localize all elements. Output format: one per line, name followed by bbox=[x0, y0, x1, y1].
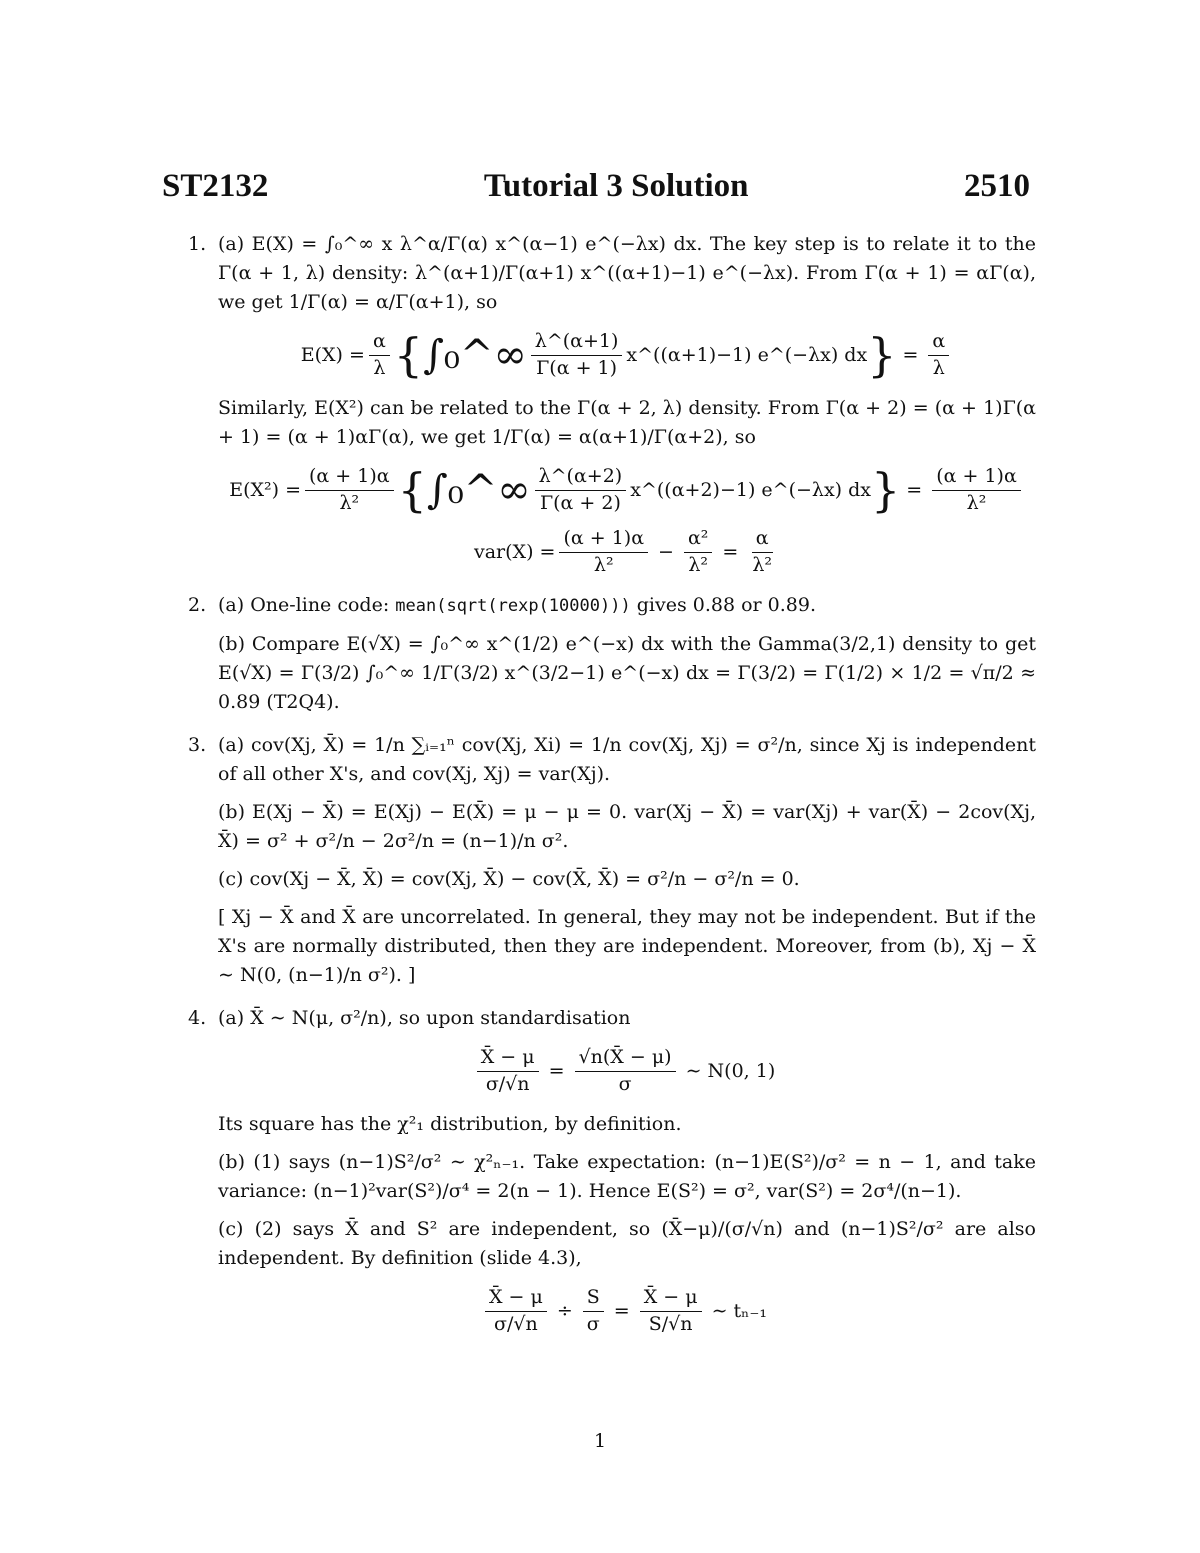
eq-result bbox=[932, 466, 1021, 515]
integrand: x^((α+1)−1) e^(−λx) dx bbox=[626, 343, 868, 366]
numerator: X̄ − μ bbox=[640, 1287, 702, 1312]
q1-second-moment-equation bbox=[218, 463, 1036, 518]
page-number: 1 bbox=[593, 1430, 607, 1452]
equals-sign: = bbox=[722, 541, 739, 564]
eq-lhs: E(X) = bbox=[300, 343, 365, 366]
question-number: 4. bbox=[188, 1007, 207, 1030]
integrand: x^((α+2)−1) e^(−λx) dx bbox=[630, 478, 871, 501]
denominator: σ bbox=[618, 1072, 632, 1095]
numerator: α² bbox=[684, 528, 712, 553]
term-a bbox=[477, 1047, 539, 1096]
equals-sign: = bbox=[906, 478, 923, 501]
numerator: (α + 1)α bbox=[559, 528, 648, 553]
numerator: S bbox=[583, 1287, 604, 1312]
q4-part-c: (c) (2) says X̄ and S² are independent, so (X̄−μ)/(σ/√n) and (n−1)S²/σ² are also independent. By definition (slide 4.3), bbox=[218, 1217, 1036, 1269]
denominator: S/√n bbox=[648, 1312, 693, 1335]
q4-standardisation-equation bbox=[218, 1047, 1036, 1096]
q3-note: [ Xj − X̄ and X̄ are uncorrelated. In general, they may not be independent. But if the X's are normally distributed, then they are independent. Moreover, from (b), Xj − X̄ ∼ N(0, (n−1)/n σ²). ] bbox=[218, 906, 1036, 987]
right-brace: } bbox=[871, 463, 901, 518]
numerator: λ^(α+2) bbox=[535, 466, 627, 491]
distribution-tail: ∼ tₙ₋₁ bbox=[711, 1299, 768, 1322]
page-header bbox=[162, 168, 1030, 205]
q3-part-c: (c) cov(Xj − X̄, X̄) = cov(Xj, X̄) − cov(X̄, X̄) = σ²/n − σ²/n = 0. bbox=[218, 868, 800, 891]
question-number: 3. bbox=[188, 734, 207, 757]
denominator: λ² bbox=[339, 491, 360, 514]
numerator: λ^(α+1) bbox=[531, 331, 623, 356]
denominator: σ/√n bbox=[494, 1312, 538, 1335]
left-brace: { bbox=[393, 328, 424, 383]
numerator: (α + 1)α bbox=[932, 466, 1021, 491]
eq-result bbox=[928, 331, 949, 380]
minus-sign: − bbox=[658, 541, 674, 564]
equals-sign: = bbox=[548, 1059, 565, 1082]
r-code-snippet: mean(sqrt(rexp(10000))) bbox=[395, 596, 631, 617]
numerator: √n(X̄ − μ) bbox=[575, 1047, 676, 1072]
q2-part-b: (b) Compare E(√X) = ∫₀^∞ x^(1/2) e^(−x) dx with the Gamma(3/2,1) density to get E(√X) = Γ(3/2) ∫₀^∞ 1/Γ(3/2) x^(3/2−1) e^(−x) dx = Γ(3/2) = Γ(1/2) × 1/2 = √π/2 ≈ 0.89 (T2Q4). bbox=[218, 633, 1036, 714]
eq-coefficient bbox=[369, 331, 390, 380]
q2-part-a-prefix: (a) One-line code: bbox=[218, 594, 396, 617]
q2-part-a-suffix: gives 0.88 or 0.89. bbox=[630, 594, 816, 617]
right-brace: } bbox=[867, 328, 897, 383]
q2-part-a bbox=[218, 591, 1036, 621]
q1-variance-equation bbox=[218, 528, 1036, 577]
question-number: 2. bbox=[188, 594, 207, 617]
denominator: λ² bbox=[593, 554, 614, 577]
eq-lhs: E(X²) = bbox=[229, 478, 302, 501]
equals-sign: = bbox=[613, 1299, 630, 1322]
integral-sign: ∫₀^∞ bbox=[423, 332, 527, 379]
solution-body bbox=[188, 230, 1036, 1349]
density-fraction bbox=[531, 331, 623, 380]
document-title: Tutorial 3 Solution bbox=[483, 168, 749, 204]
term-c bbox=[640, 1287, 702, 1336]
course-code: ST2132 bbox=[162, 168, 269, 204]
density-fraction bbox=[535, 466, 627, 515]
term-b bbox=[575, 1047, 676, 1096]
distribution-tail: ∼ N(0, 1) bbox=[685, 1059, 776, 1082]
question-4 bbox=[188, 1004, 1036, 1335]
term-b bbox=[583, 1287, 604, 1336]
q4-part-b: (b) (1) says (n−1)S²/σ² ∼ χ²ₙ₋₁. Take expectation: (n−1)E(S²)/σ² = n − 1, and take variance: (n−1)²var(S²)/σ⁴ = 2(n − 1). Hence E(S²) = σ², var(S²) = 2σ⁴/(n−1). bbox=[218, 1150, 1036, 1202]
denominator: λ² bbox=[688, 554, 709, 577]
denominator: σ bbox=[586, 1312, 600, 1335]
q1-expectation-equation bbox=[218, 328, 1036, 383]
question-number: 1. bbox=[188, 233, 207, 255]
q3-part-a: (a) cov(Xj, X̄) = 1/n ∑ᵢ₌₁ⁿ cov(Xj, Xi) = 1/n cov(Xj, Xj) = σ²/n, since Xj is independent of all other X's, and cov(Xj, Xj) = var(Xj). bbox=[218, 734, 1036, 786]
denominator: λ bbox=[373, 356, 386, 379]
q4-part-a: (a) X̄ ∼ N(μ, σ²/n), so upon standardisation bbox=[218, 1007, 631, 1030]
division-sign: ÷ bbox=[556, 1299, 573, 1322]
denominator: λ² bbox=[966, 491, 987, 514]
numerator: X̄ − μ bbox=[477, 1047, 539, 1072]
left-brace: { bbox=[397, 463, 427, 518]
equals-sign: = bbox=[902, 343, 919, 366]
term-code: 2510 bbox=[963, 168, 1030, 204]
q4-part-a-conclusion: Its square has the χ²₁ distribution, by definition. bbox=[218, 1112, 682, 1135]
denominator: σ/√n bbox=[485, 1072, 530, 1095]
numerator: (α + 1)α bbox=[305, 466, 394, 491]
denominator: λ bbox=[932, 356, 945, 379]
numerator: X̄ − μ bbox=[485, 1287, 547, 1312]
term-a bbox=[559, 528, 648, 577]
numerator: α bbox=[369, 331, 390, 356]
question-3 bbox=[188, 731, 1036, 990]
integral-sign: ∫₀^∞ bbox=[426, 467, 531, 514]
eq-lhs: var(X) = bbox=[473, 541, 556, 564]
q1-second-moment-text: Similarly, E(X²) can be related to the Γ(α + 2, λ) density. From Γ(α + 2) = (α + 1)Γ(α + 1) = (α + 1)αΓ(α), we get 1/Γ(α) = α(α+1)/Γ(α+2), so bbox=[218, 396, 1036, 448]
numerator: α bbox=[928, 331, 949, 356]
term-b bbox=[684, 528, 712, 577]
term-a bbox=[485, 1287, 547, 1336]
numerator: α bbox=[752, 528, 773, 553]
denominator: Γ(α + 2) bbox=[539, 491, 621, 514]
eq-coefficient bbox=[305, 466, 394, 515]
term-c bbox=[748, 528, 776, 577]
denominator: Γ(α + 1) bbox=[536, 356, 618, 379]
q1-part-a-text: (a) E(X) = ∫₀^∞ x λ^α/Γ(α) x^(α−1) e^(−λx) dx. The key step is to relate it to the Γ(α + 1, λ) density: λ^(α+1)/Γ(α+1) x^((α+1)−1) e^(−λx). From Γ(α + 1) = αΓ(α), we get 1/Γ(α) = α/Γ(α+1), so bbox=[218, 233, 1036, 313]
q3-part-b: (b) E(Xj − X̄) = E(Xj) − E(X̄) = μ − μ = 0. var(Xj − X̄) = var(Xj) + var(X̄) − 2cov(Xj, X̄) = σ² + σ²/n − 2σ²/n = (n−1)/n σ². bbox=[218, 801, 1036, 853]
question-1 bbox=[188, 230, 1036, 577]
q4-t-distribution-equation bbox=[218, 1287, 1036, 1336]
denominator: λ² bbox=[752, 554, 772, 577]
question-2 bbox=[188, 591, 1036, 717]
